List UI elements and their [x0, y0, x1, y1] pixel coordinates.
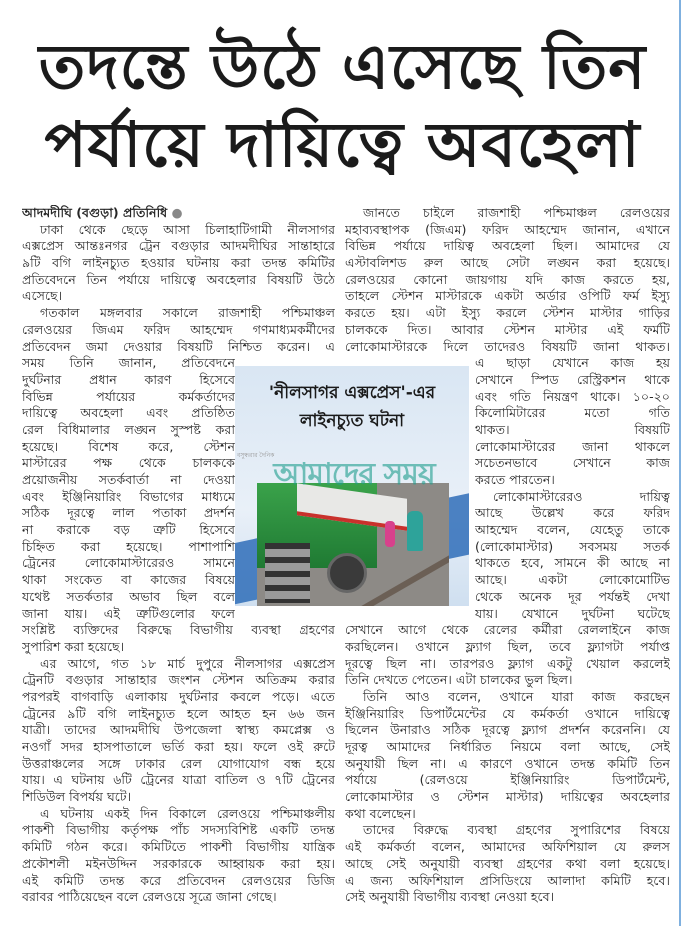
infobox-title-line-1: 'নীলসাগর এক্সপ্রেস'-এর — [268, 383, 436, 403]
article-text-line: এ ছাড়া যেখানে কাজ হয় — [475, 355, 670, 371]
article-text-line: সেখানে স্পিড রেস্ট্রিকশন থাকে — [475, 371, 670, 387]
article-text-line: জানতে চাইলে রাজশাহী পশ্চিমাঞ্চল রেলওয়ের — [363, 205, 670, 220]
article-text-line: কথা বলেছেন। — [345, 805, 416, 821]
article-text-line: থাকত। বিষয়টি — [475, 421, 670, 437]
article-text-line: যাত্রী। তাদের আদমদীঘি উপজেলা স্বাস্থ্য কমপ্লেক্স ও — [22, 722, 335, 738]
article-text-line: পর্যায়ে (রেলওয়ে ইঞ্জিনিয়ারিং ডিপার্টমেন্ট, — [345, 772, 670, 788]
article-text-line: তিনি দেখতে পেতেন। এটা চালকের ভুল ছিল। — [345, 672, 573, 688]
article-text-line: হয়েছে। বিশেষ করে, স্টেশন — [22, 438, 235, 454]
article-text-line: করছিলেন। ওখানে ফ্ল্যাগ ছিল, তবে ফ্ল্যাগটা পর্যাপ্ত — [345, 638, 670, 654]
article-text-line: লোকোমাস্টারের জানা থাকলে — [475, 438, 670, 454]
article-text-line: করতে পারতেন। — [475, 472, 555, 487]
article-text-line: প্রয়োজনীয় সতর্কবার্তা না দেওয়া — [22, 472, 235, 487]
train-wheel — [327, 553, 367, 593]
article-text-line: থাকতে হবে, সামনে কী আছে না — [475, 555, 670, 571]
article-text-line: চালককে দিত। আবার স্টেশন মাস্টার এই ফর্মটি — [345, 321, 670, 337]
infobox-title-line-2: লাইনচ্যুত ঘটনা — [299, 411, 405, 431]
article-text-line: ইঞ্জিনিয়ারিং ডিপার্টমেন্টের যে কর্মকর্তা ওখানে দায়িত্বে — [345, 705, 670, 721]
article-text-line: এবং ইঞ্জিনিয়ারিং বিভাগের মাধ্যমে — [22, 488, 235, 504]
article-text-line: সচেতনভাবে সেখানে কাজ — [475, 455, 670, 471]
article-text-line: রেলওয়ের জিএম ফরিদ আহম্মেদ গণমাধ্যমকর্মীদের — [22, 321, 335, 337]
article-text-line: সেখানে আগে থেকে রেলের কর্মীরা রেললাইনে কাজ — [345, 622, 670, 638]
article-text-line: তাহলে স্টেশন মাস্টারকে একটা অর্ডার ওপিটি ফর্ম ইস্যু — [345, 288, 670, 304]
article-text-line: দায়িত্বে অবহেলা এবং প্রতিষ্ঠিত — [22, 405, 235, 421]
article-text-line: ট্রেনটি বগুড়ার সান্তাহার জংশন স্টেশন অতিক্রম করার — [22, 672, 335, 688]
article-text-line: সঠিক দূরত্বে লাল পতাকা প্রদর্শন — [22, 505, 235, 521]
article-text-line: কমিটি গঠন করে। কমিটিতে পাকশী বিভাগীয় যান্ত্রিক — [22, 839, 335, 855]
article-text-line: আহম্মেদ বলেন, যেহেতু তাকে — [475, 522, 670, 538]
byline-text: আদমদীঘি (বগুড়া) প্রতিনিধি — [22, 205, 168, 220]
train-steps — [265, 543, 310, 603]
article-text-line: সেই অনুযায়ী বিভাগীয় ব্যবস্থা নেওয়া হবে। — [345, 889, 555, 905]
article-text-line: দুর্ঘটনার প্রধান কারণ হিসেবে — [22, 371, 235, 387]
article-text-line: লোকোমাস্টারেরও দায়িত্ব — [493, 488, 670, 504]
article-text-line: এই কমিটি তদন্ত করে প্রতিবেদন রেলওয়ের ডিজি — [22, 872, 335, 888]
article-text-line: জানা যায়। এই ত্রুটিগুলোর ফলে — [22, 605, 235, 621]
article-text-line: বরাবর পাঠিয়েছেন বলে রেলওয়ে সূত্রে জানা গেছে। — [22, 889, 277, 905]
derailed-train-photo — [257, 483, 449, 606]
watermark-logo — [235, 450, 469, 501]
article-text-line: যথেষ্ট সতর্কতার অভাব ছিল বলে — [22, 588, 235, 604]
article-text-line: আছে উল্লেখ করে ফরিদ — [475, 505, 670, 521]
person-figure — [385, 521, 395, 547]
article-text-line: তাদের বিরুদ্ধে ব্যবস্থা গ্রহণের সুপারিশের বিষয়ে — [363, 822, 670, 838]
byline-bullet-icon: ● — [171, 205, 183, 220]
article-text-line: আছে। একটা লোকোমোটিভ — [475, 572, 670, 588]
watermark-logo-text: আমাদের সময় — [273, 457, 435, 492]
article-text-line: ছিলেন উনারাও সঠিক দূরত্বে ফ্ল্যাগ প্রদর্শন করেননি। যে — [345, 722, 670, 738]
article-text-line: মাস্টারের পক্ষ থেকে চালককে — [22, 455, 235, 471]
headline-line-2: পর্যায়ে দায়িত্বে অবহেলা — [44, 108, 641, 181]
article-text-line: করতে হয়। এটা ইস্যু করলে স্টেশন মাস্টার গাড়ির — [345, 305, 670, 321]
article-text-line: কিলোমিটারের মতো গতি — [475, 405, 670, 421]
article-text-line: না করাকে বড় ত্রুটি হিসেবে — [22, 522, 235, 538]
article-text-line: বিভিন্ন পর্যায়ের কর্মকর্তাদের — [22, 388, 235, 404]
article-text-line: এস্টাবলিশড রুল আছে সেটা লঙ্ঘন করা হয়েছে। — [345, 255, 670, 271]
article-text-line: সংশ্লিষ্ট ব্যক্তিদের বিরুদ্ধে বিভাগীয় ব্যবস্থা গ্রহণের — [22, 622, 335, 638]
article-text-line: থাকা সংকেত বা কাজের বিষয়ে — [22, 572, 235, 588]
article-text-line: গতকাল মঙ্গলবার সকালে রাজশাহী পশ্চিমাঞ্চল — [40, 305, 335, 321]
article-text-line: পাকশী বিভাগীয় কর্তৃপক্ষ পাঁচ সদস্যবিশিষ্ট একটি তদন্ত — [22, 822, 335, 838]
article-text-line: যায়। এ ঘটনায় ৬টি ট্রেনের যাত্রা বাতিল ও ৭টি ট্রেনের — [22, 772, 335, 788]
article-text-line: অনুযায়ী ছিল না। এ কারণে ওখানে তদন্ত কমিটি তিন — [345, 755, 670, 771]
article-text-line: উত্তরাঞ্চলের সঙ্গে ঢাকার রেল যোগাযোগ বন্ধ হয়ে — [22, 755, 335, 771]
article-text-line: শিডিউল বিপর্যয় ঘটে। — [22, 789, 132, 805]
article-text-line: এক্সপ্রেস আন্তঃনগর ট্রেন বগুড়ার আদমদীঘির সান্তাহারে — [22, 238, 335, 254]
article-text-line: দূরত্বে ছিল না। তারপরও ফ্ল্যাগ একটু খেয়াল করলেই — [345, 655, 670, 671]
article-text-line: দূরত্ব আমাদের নির্ধারিত নিয়মে বলা আছে, সেই — [345, 739, 670, 754]
article-text-line: মহাব্যবস্থাপক (জিএম) ফরিদ আহম্মেদ জানান, এখানে — [345, 221, 670, 237]
article-text-line: এবং গতি নিয়ন্ত্রণ থাকে। ১০-২০ — [475, 388, 670, 404]
article-text-line: যায়। যেখানে দুর্ঘটনা ঘটেছে — [475, 605, 670, 621]
article-text-line: লোকোমাস্টার ও স্টেশন মাস্টার) দায়িত্বের অবহেলার — [345, 789, 670, 805]
article-text-line: নওগাঁ সদর হাসপাতালে ভর্তি করা হয়। ফলে ওই রুটে — [22, 739, 335, 754]
photo-infobox — [235, 366, 469, 606]
headline-line-1: তদন্তে উঠে এসেছে তিন — [38, 30, 647, 103]
article-text-line: লোকোমাস্টারকে দিলে তাদেরও বিষয়টি জানা থাকত। — [345, 338, 670, 354]
article-text-line: এ জন্য অফিশিয়াল প্রসিডিংয়ে আলাদা কমিটি হবে। — [345, 872, 670, 888]
article-text-line: সুপারিশ করা হয়েছে। — [22, 638, 125, 654]
article-text-line: এসেছে। — [22, 288, 63, 304]
article-text-line: ট্রেনের লোকোমাস্টারেরও সামনে — [22, 555, 235, 571]
article-text-line: এ ঘটনায় একই দিন বিকালে রেলওয়ে পশ্চিমাঞ্চলীয় — [40, 805, 335, 821]
article-text-line: বিভিন্ন পর্যায়ে দায়িত্ব অবহেলা ছিল। আমাদের যে — [345, 238, 670, 254]
person-figure — [407, 511, 423, 551]
article-text-line: প্রতিবেদনে তিন পর্যায়ে দায়িত্বে অবহেলার বিষয়টি উঠে — [22, 271, 335, 287]
byline — [22, 205, 335, 222]
article-text-line: এই কর্মকর্তা বলেন, আমাদের অফিশিয়াল যে রুলস — [345, 839, 670, 855]
article-text-line: রেল বিধিমালার লঙ্ঘন সুস্পষ্ট করা — [22, 421, 235, 437]
article-text-line: রেলওয়ের কোনো জায়গায় যদি কাজ করতে হয়, — [345, 271, 670, 287]
article-text-line: প্রতিবেদন জমা দেওয়ার বিষয়টি নিশ্চিত করেন। এ — [22, 338, 335, 354]
article-text-line: পরপরই বাগবাড়ি এলাকায় দুর্ঘটনার কবলে পড়ে। এতে — [22, 688, 335, 704]
article-text-line: (লোকোমাস্টার) সবসময় সতর্ক — [475, 538, 670, 554]
article-text-line: তিনি আও বলেন, ওখানে যারা কাজ করছেন — [363, 688, 670, 704]
article-text-line: আছে সেই অনুযায়ী ব্যবস্থা গ্রহণের কথা বলা হয়েছে। — [345, 855, 670, 871]
article-text-line: ঢাকা থেকে ছেড়ে আসা চিলাহাটিগামী নীলসাগর — [40, 221, 335, 237]
article-text-line: থেকে অনেক দূর পর্যন্তই দেখা — [475, 588, 670, 604]
article-text-line: ট্রেনের ৯টি বগি লাইনচ্যুত হলে আহত হন ৬৬ জন — [22, 705, 335, 721]
article-text-line: প্রকৌশলী মইনউদ্দিন সরকারকে আহ্বায়ক করা হয়। — [22, 855, 335, 871]
article-text-line: ৯টি বগি লাইনচ্যুত হওয়ার ঘটনায় করা তদন্ত কমিটির — [22, 255, 335, 271]
article-text-line: সময় তিনি জানান, প্রতিবেদনে — [22, 355, 235, 371]
watermark-tagline: বসুন্ধরার দৈনিক — [237, 452, 275, 459]
article-text-line: এর আগে, গত ১৮ মার্চ দুপুরে নীলসাগর এক্সপ্রেস — [40, 655, 335, 671]
article-text-line: চিহ্নিত করা হয়েছে। পাশাপাশি — [22, 538, 235, 554]
